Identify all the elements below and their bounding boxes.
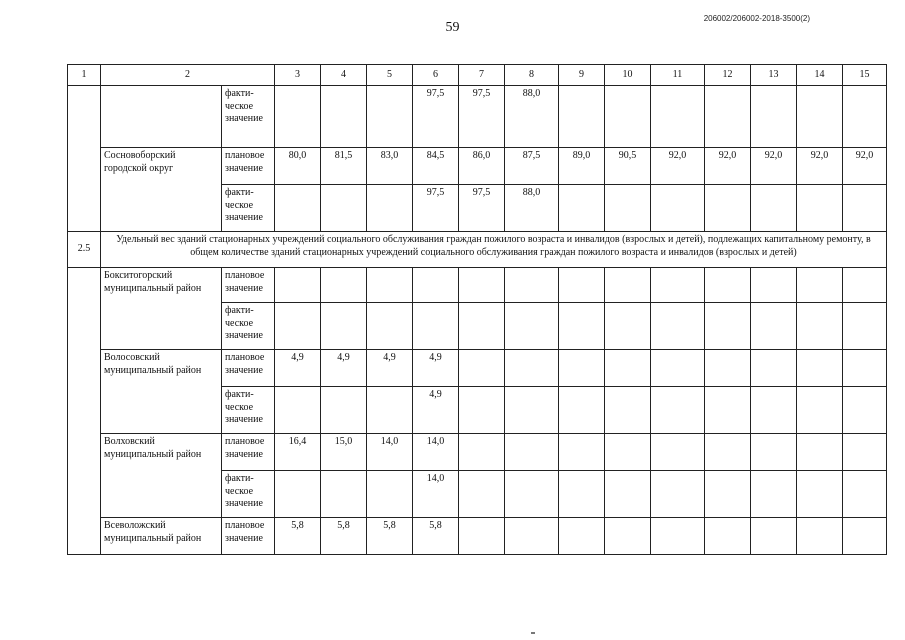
value-cell (459, 518, 505, 555)
value-cell (751, 303, 797, 350)
value-cell (843, 518, 887, 555)
value-cell (321, 185, 367, 232)
value-cell (651, 518, 705, 555)
value-cell (797, 303, 843, 350)
table-row (68, 268, 887, 303)
value-cell (367, 471, 413, 518)
header-cell: 15 (843, 65, 887, 86)
type-cell: факти- ческое значение (222, 387, 275, 434)
value-cell (797, 268, 843, 303)
value-cell (651, 434, 705, 471)
value-cell (651, 268, 705, 303)
value-cell (651, 350, 705, 387)
value-cell (605, 471, 651, 518)
value-cell: 97,5 (413, 185, 459, 232)
header-row (68, 65, 887, 86)
header-cell: 8 (505, 65, 559, 86)
value-cell (751, 471, 797, 518)
value-cell: 16,4 (275, 434, 321, 471)
value-cell: 89,0 (559, 148, 605, 185)
value-cell (505, 387, 559, 434)
value-cell: 14,0 (413, 471, 459, 518)
value-cell: 92,0 (705, 148, 751, 185)
value-cell (705, 268, 751, 303)
value-cell (605, 387, 651, 434)
district-cell (101, 86, 222, 148)
district-cell: Бокситогорский муниципальный район (101, 268, 222, 350)
value-cell: 5,8 (413, 518, 459, 555)
value-cell: 90,5 (605, 148, 651, 185)
value-cell (413, 303, 459, 350)
value-cell (751, 518, 797, 555)
value-cell (367, 387, 413, 434)
section-number: 2.5 (68, 232, 101, 268)
value-cell (505, 518, 559, 555)
number-cell (68, 86, 101, 232)
header-cell: 3 (275, 65, 321, 86)
district-cell: Сосновоборский городской округ (101, 148, 222, 232)
value-cell: 84,5 (413, 148, 459, 185)
value-cell (843, 268, 887, 303)
type-cell: плановое значение (222, 268, 275, 303)
value-cell (705, 518, 751, 555)
value-cell (275, 268, 321, 303)
value-cell: 88,0 (505, 86, 559, 148)
value-cell (843, 471, 887, 518)
value-cell (275, 471, 321, 518)
value-cell (797, 350, 843, 387)
value-cell (505, 303, 559, 350)
value-cell (505, 350, 559, 387)
value-cell: 14,0 (413, 434, 459, 471)
value-cell: 4,9 (275, 350, 321, 387)
type-cell: плановое значение (222, 350, 275, 387)
table-row (68, 148, 887, 185)
header-cell: 13 (751, 65, 797, 86)
header-cell: 7 (459, 65, 505, 86)
value-cell (459, 387, 505, 434)
header-cell: 4 (321, 65, 367, 86)
header-cell: 9 (559, 65, 605, 86)
value-cell: 83,0 (367, 148, 413, 185)
value-cell (705, 185, 751, 232)
value-cell (651, 387, 705, 434)
value-cell (705, 86, 751, 148)
value-cell (605, 268, 651, 303)
value-cell (843, 86, 887, 148)
value-cell (843, 185, 887, 232)
value-cell: 97,5 (413, 86, 459, 148)
value-cell (459, 350, 505, 387)
table-row (68, 350, 887, 387)
value-cell (651, 303, 705, 350)
value-cell (559, 350, 605, 387)
value-cell: 87,5 (505, 148, 559, 185)
value-cell: 86,0 (459, 148, 505, 185)
value-cell (705, 387, 751, 434)
value-cell (505, 268, 559, 303)
value-cell: 5,8 (275, 518, 321, 555)
value-cell (651, 86, 705, 148)
value-cell (559, 518, 605, 555)
value-cell (797, 434, 843, 471)
value-cell (559, 268, 605, 303)
value-cell (559, 471, 605, 518)
value-cell: 15,0 (321, 434, 367, 471)
type-cell: факти- ческое значение (222, 185, 275, 232)
value-cell (505, 471, 559, 518)
value-cell: 92,0 (843, 148, 887, 185)
number-cell (68, 268, 101, 555)
value-cell (367, 185, 413, 232)
value-cell (843, 350, 887, 387)
type-cell: плановое значение (222, 518, 275, 555)
value-cell (751, 185, 797, 232)
value-cell (705, 471, 751, 518)
value-cell (705, 350, 751, 387)
value-cell (559, 303, 605, 350)
section-title: Удельный вес зданий стационарных учреждений социального обслуживания граждан пожилого возраста и инвалидов (взрослых и детей), подлежащих капитальному ремонту, в общем количестве зданий стационарных учреждений социального обслуживания граждан пожилого возраста и инвалидов (взрослых и детей) (101, 232, 887, 268)
value-cell: 92,0 (797, 148, 843, 185)
value-cell (605, 185, 651, 232)
value-cell (459, 434, 505, 471)
header-cell: 2 (101, 65, 275, 86)
value-cell: 92,0 (751, 148, 797, 185)
value-cell: 4,9 (413, 350, 459, 387)
value-cell (413, 268, 459, 303)
value-cell (605, 434, 651, 471)
value-cell: 81,5 (321, 148, 367, 185)
value-cell (651, 471, 705, 518)
value-cell (651, 185, 705, 232)
type-cell: факти- ческое значение (222, 471, 275, 518)
table-row (68, 232, 887, 268)
value-cell (751, 387, 797, 434)
value-cell (275, 185, 321, 232)
value-cell (751, 268, 797, 303)
type-cell: плановое значение (222, 434, 275, 471)
value-cell (797, 185, 843, 232)
table-row (68, 518, 887, 555)
value-cell (505, 434, 559, 471)
value-cell (321, 86, 367, 148)
value-cell (751, 86, 797, 148)
value-cell: 4,9 (367, 350, 413, 387)
value-cell: 88,0 (505, 185, 559, 232)
value-cell (559, 387, 605, 434)
header-cell: 12 (705, 65, 751, 86)
value-cell (321, 471, 367, 518)
type-cell: факти- ческое значение (222, 86, 275, 148)
header-cell: 11 (651, 65, 705, 86)
value-cell (275, 303, 321, 350)
header-cell: 6 (413, 65, 459, 86)
value-cell (275, 86, 321, 148)
value-cell (797, 471, 843, 518)
district-cell: Всеволожский муниципальный район (101, 518, 222, 555)
value-cell: 97,5 (459, 185, 505, 232)
value-cell: 5,8 (321, 518, 367, 555)
value-cell (705, 434, 751, 471)
value-cell: 5,8 (367, 518, 413, 555)
type-cell: плановое значение (222, 148, 275, 185)
value-cell (459, 268, 505, 303)
type-cell: факти- ческое значение (222, 303, 275, 350)
value-cell (367, 303, 413, 350)
document-code: 206002/206002-2018-3500(2) (703, 14, 810, 23)
page-number: 59 (445, 20, 460, 35)
value-cell (275, 387, 321, 434)
value-cell (321, 387, 367, 434)
value-cell (705, 303, 751, 350)
table-row (68, 434, 887, 471)
scan-mark (531, 632, 535, 634)
value-cell (843, 434, 887, 471)
value-cell (605, 518, 651, 555)
value-cell (797, 518, 843, 555)
value-cell (843, 387, 887, 434)
value-cell (751, 350, 797, 387)
value-cell (459, 471, 505, 518)
value-cell (605, 86, 651, 148)
value-cell: 4,9 (321, 350, 367, 387)
value-cell: 80,0 (275, 148, 321, 185)
value-cell (843, 303, 887, 350)
value-cell (605, 303, 651, 350)
district-cell: Волховский муниципальный район (101, 434, 222, 518)
value-cell: 14,0 (367, 434, 413, 471)
value-cell (797, 86, 843, 148)
value-cell (367, 268, 413, 303)
value-cell (605, 350, 651, 387)
district-cell: Волосовский муниципальный район (101, 350, 222, 434)
value-cell: 4,9 (413, 387, 459, 434)
header-cell: 1 (68, 65, 101, 86)
value-cell (797, 387, 843, 434)
value-cell (559, 185, 605, 232)
value-cell (321, 268, 367, 303)
value-cell (751, 434, 797, 471)
indicator-table (67, 64, 887, 555)
header-cell: 5 (367, 65, 413, 86)
value-cell (559, 86, 605, 148)
value-cell: 97,5 (459, 86, 505, 148)
value-cell: 92,0 (651, 148, 705, 185)
value-cell (559, 434, 605, 471)
value-cell (459, 303, 505, 350)
header-cell: 10 (605, 65, 651, 86)
table-row (68, 86, 887, 148)
header-cell: 14 (797, 65, 843, 86)
value-cell (321, 303, 367, 350)
value-cell (367, 86, 413, 148)
